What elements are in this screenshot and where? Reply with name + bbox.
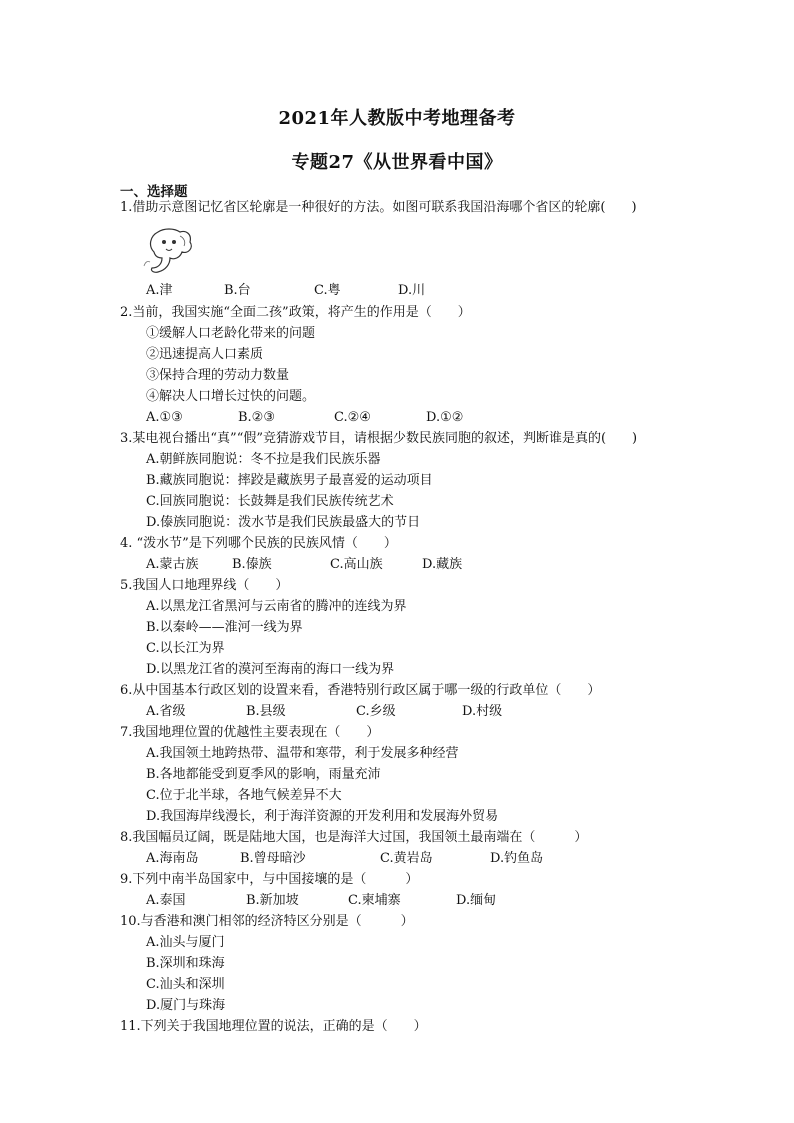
q8-option-a: A.海南岛 [146, 851, 199, 866]
province-outline-image [140, 222, 196, 278]
q6-option-b: B.县级 [246, 704, 286, 719]
question-4-stem: 4. “泼水节”是下列哪个民族的民族风情（ ） [120, 536, 397, 551]
q2-item-3: ③保持合理的劳动力数量 [146, 368, 290, 383]
q4-option-d: D.藏族 [422, 557, 463, 572]
q6-option-a: A.省级 [146, 704, 186, 719]
q1-option-b: B.台 [224, 283, 251, 298]
q10-option-c: C.汕头和深圳 [146, 977, 225, 992]
question-10-stem: 10.与香港和澳门相邻的经济特区分别是（ ） [120, 914, 414, 929]
q5-option-b: B.以秦岭——淮河一线为界 [146, 620, 303, 635]
q9-option-b: B.新加坡 [246, 893, 299, 908]
question-2-stem: 2.当前，我国实施“全面二孩”政策，将产生的作用是（ ） [120, 305, 471, 320]
q6-option-c: C.乡级 [356, 704, 396, 719]
q8-option-d: D.钓鱼岛 [490, 851, 544, 866]
q1-option-c: C.粤 [314, 283, 341, 298]
q4-option-c: C.高山族 [330, 557, 383, 572]
question-7-stem: 7.我国地理位置的优越性主要表现在（ ） [120, 725, 380, 740]
question-1-stem: 1.借助示意图记忆省区轮廓是一种很好的方法。如图可联系我国沿海哪个省区的轮廓( ) [120, 200, 637, 215]
question-8-stem: 8.我国幅员辽阔，既是陆地大国，也是海洋大过国，我国领土最南端在（ ） [120, 830, 588, 845]
q4-option-a: A.蒙古族 [146, 557, 199, 572]
q1-option-d: D.川 [398, 283, 426, 298]
q9-option-c: C.柬埔寨 [348, 893, 401, 908]
q2-item-1: ①缓解人口老龄化带来的问题 [146, 326, 316, 341]
q7-option-c: C.位于北半球，各地气候差异不大 [146, 788, 342, 803]
section-heading: 一、选择题 [120, 184, 188, 200]
q10-option-a: A.汕头与厦门 [146, 935, 225, 950]
q2-option-b: B.②③ [238, 410, 275, 425]
q7-option-a: A.我国领土地跨热带、温带和寒带，利于发展多种经营 [146, 746, 459, 761]
q3-option-a: A.朝鲜族同胞说：冬不拉是我们民族乐器 [146, 452, 381, 467]
q5-option-a: A.以黑龙江省黑河与云南省的腾冲的连线为界 [146, 599, 407, 614]
q2-option-d: D.①② [426, 410, 464, 425]
q2-option-c: C.②④ [334, 410, 371, 425]
q8-option-c: C.黄岩岛 [380, 851, 433, 866]
question-9-stem: 9.下列中南半岛国家中，与中国接壤的是（ ） [120, 872, 419, 887]
q5-option-c: C.以长江为界 [146, 641, 225, 656]
question-3-stem: 3.某电视台播出“真”“假”竞猜游戏节目，请根据少数民族同胞的叙述，判断谁是真的( ) [120, 431, 638, 446]
q8-option-b: B.曾母暗沙 [240, 851, 306, 866]
q5-option-d: D.以黑龙江省的漠河至海南的海口一线为界 [146, 662, 395, 677]
q3-option-d: D.傣族同胞说：泼水节是我们民族最盛大的节日 [146, 515, 421, 530]
q1-option-a: A.津 [146, 283, 173, 298]
q4-option-b: B.傣族 [232, 557, 272, 572]
q3-option-c: C.回族同胞说：长鼓舞是我们民族传统艺术 [146, 494, 394, 509]
q10-option-b: B.深圳和珠海 [146, 956, 225, 971]
q7-option-b: B.各地都能受到夏季风的影响，雨量充沛 [146, 767, 381, 782]
q9-option-a: A.泰国 [146, 893, 186, 908]
document-title: 2021年人教版中考地理备考 [278, 108, 516, 129]
q9-option-d: D.缅甸 [456, 893, 497, 908]
q2-item-2: ②迅速提高人口素质 [146, 347, 264, 362]
question-5-stem: 5.我国人口地理界线（ ） [120, 578, 289, 593]
question-11-stem: 11.下列关于我国地理位置的说法，正确的是（ ） [120, 1019, 427, 1034]
q2-item-4: ④解决人口增长过快的问题。 [146, 389, 316, 404]
question-6-stem: 6.从中国基本行政区划的设置来看，香港特别行政区属于哪一级的行政单位（ ） [120, 683, 601, 698]
document-subtitle: 专题27《从世界看中国》 [291, 152, 503, 173]
q2-option-a: A.①③ [146, 410, 183, 425]
q3-option-b: B.藏族同胞说：摔跤是藏族男子最喜爱的运动项目 [146, 473, 433, 488]
q10-option-d: D.厦门与珠海 [146, 998, 226, 1013]
q7-option-d: D.我国海岸线漫长，利于海洋资源的开发利用和发展海外贸易 [146, 809, 499, 824]
q6-option-d: D.村级 [462, 704, 503, 719]
